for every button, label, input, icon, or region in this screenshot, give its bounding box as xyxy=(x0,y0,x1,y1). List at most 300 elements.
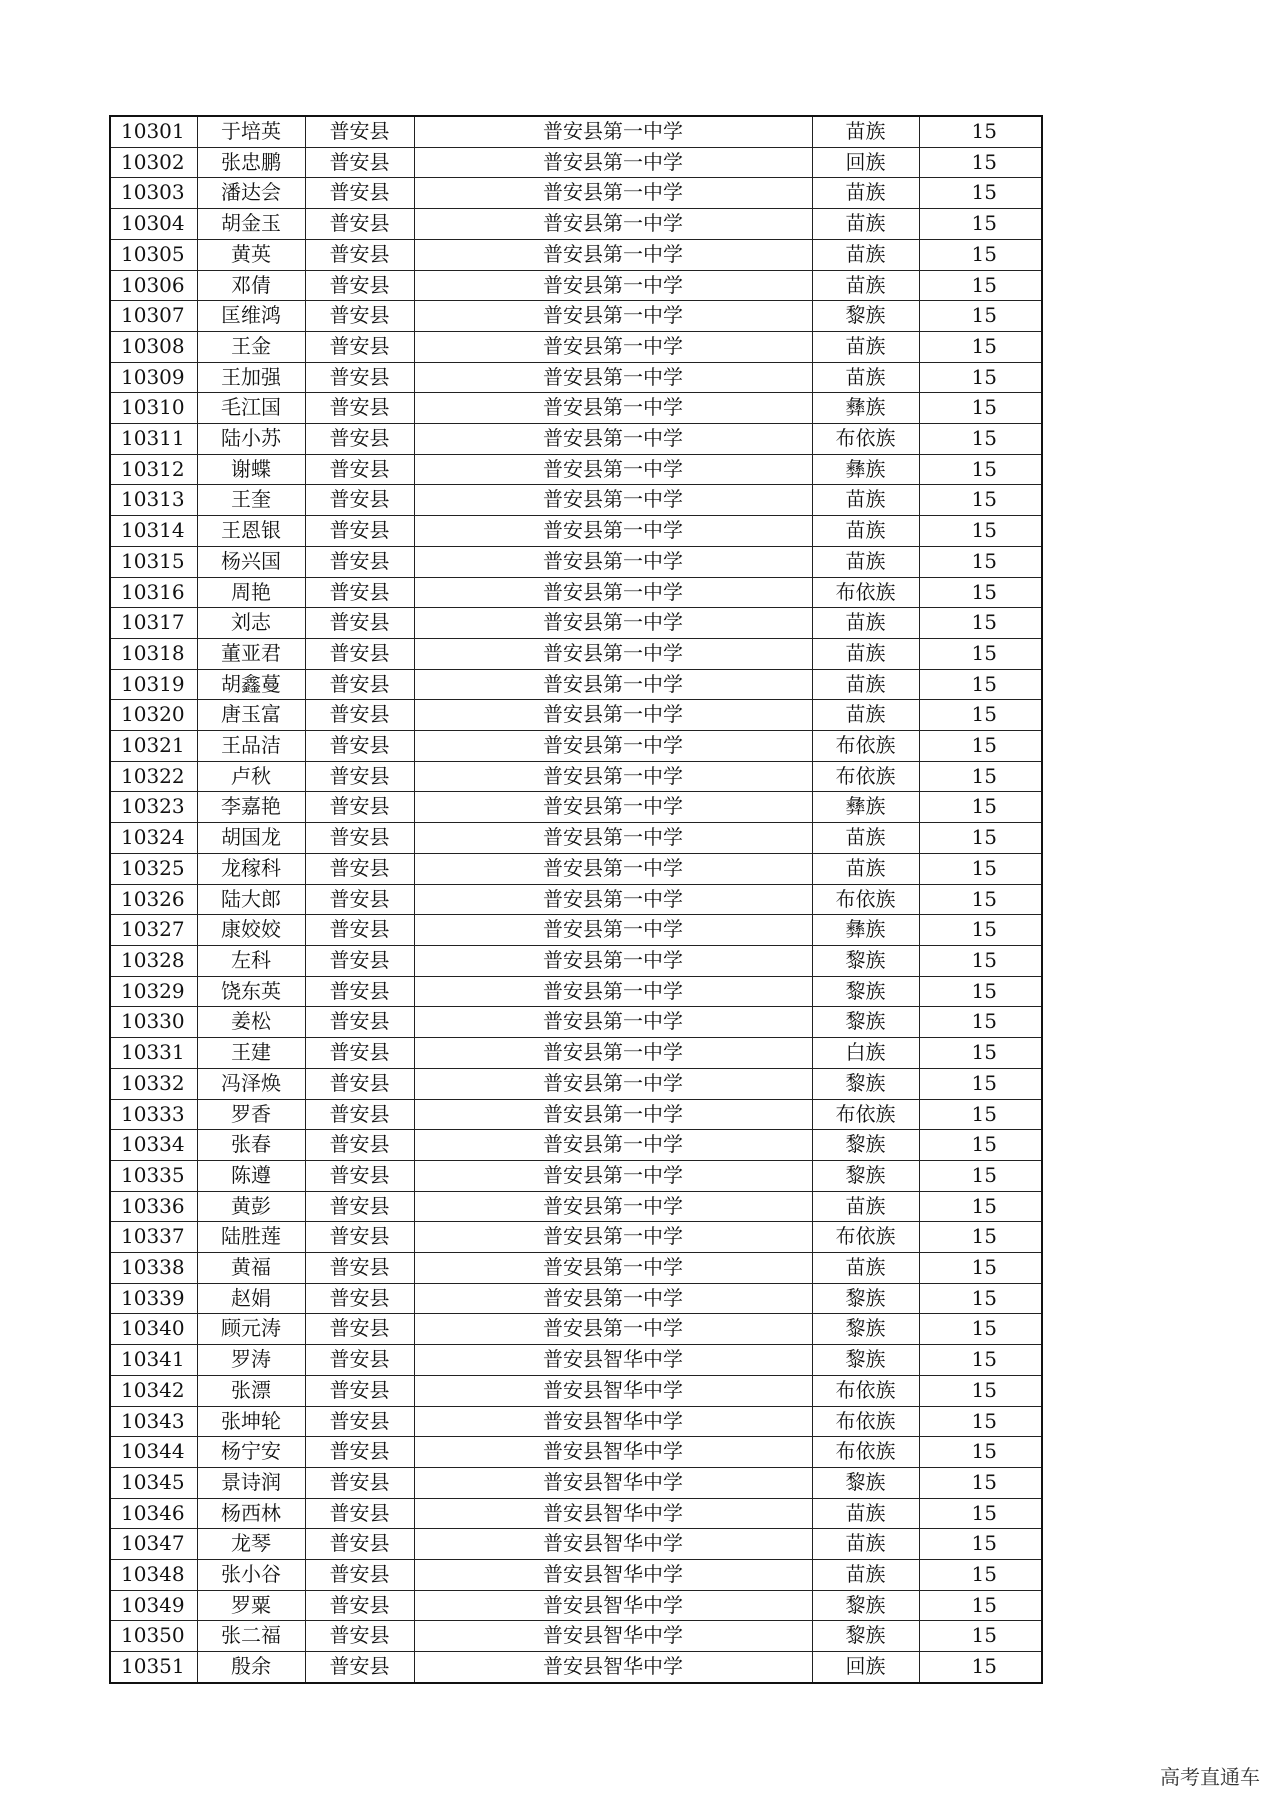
score-cell: 15 xyxy=(919,638,1042,669)
table-row xyxy=(110,1099,1042,1130)
name-cell: 张小谷 xyxy=(197,1560,305,1591)
school-cell: 普安县第一中学 xyxy=(414,239,812,270)
county-cell: 普安县 xyxy=(305,1375,414,1406)
name-cell: 姜松 xyxy=(197,1007,305,1038)
table-row xyxy=(110,976,1042,1007)
county-cell: 普安县 xyxy=(305,1068,414,1099)
school-cell: 普安县第一中学 xyxy=(414,116,812,147)
ethnicity-cell: 苗族 xyxy=(812,209,919,240)
county-cell: 普安县 xyxy=(305,700,414,731)
ethnicity-cell: 苗族 xyxy=(812,362,919,393)
score-cell: 15 xyxy=(919,331,1042,362)
table-row xyxy=(110,116,1042,147)
table-row xyxy=(110,270,1042,301)
school-cell: 普安县智华中学 xyxy=(414,1345,812,1376)
school-cell: 普安县第一中学 xyxy=(414,424,812,455)
school-cell: 普安县第一中学 xyxy=(414,1007,812,1038)
name-cell: 黄英 xyxy=(197,239,305,270)
name-cell: 董亚君 xyxy=(197,638,305,669)
ethnicity-cell: 苗族 xyxy=(812,823,919,854)
table-row xyxy=(110,1590,1042,1621)
id-cell: 10303 xyxy=(110,178,197,209)
name-cell: 罗香 xyxy=(197,1099,305,1130)
table-row xyxy=(110,1130,1042,1161)
score-cell: 15 xyxy=(919,884,1042,915)
watermark: 高考直通车 xyxy=(1160,1765,1260,1789)
ethnicity-cell: 布依族 xyxy=(812,1406,919,1437)
name-cell: 王恩银 xyxy=(197,516,305,547)
table-row xyxy=(110,700,1042,731)
table-row xyxy=(110,239,1042,270)
table-row xyxy=(110,1007,1042,1038)
school-cell: 普安县智华中学 xyxy=(414,1621,812,1652)
school-cell: 普安县第一中学 xyxy=(414,178,812,209)
score-cell: 15 xyxy=(919,1621,1042,1652)
name-cell: 胡金玉 xyxy=(197,209,305,240)
table-row xyxy=(110,853,1042,884)
table-row xyxy=(110,1191,1042,1222)
county-cell: 普安县 xyxy=(305,792,414,823)
county-cell: 普安县 xyxy=(305,608,414,639)
county-cell: 普安县 xyxy=(305,976,414,1007)
table-row xyxy=(110,516,1042,547)
school-cell: 普安县第一中学 xyxy=(414,393,812,424)
table-row xyxy=(110,209,1042,240)
county-cell: 普安县 xyxy=(305,209,414,240)
score-cell: 15 xyxy=(919,608,1042,639)
table-row xyxy=(110,792,1042,823)
ethnicity-cell: 回族 xyxy=(812,147,919,178)
ethnicity-cell: 布依族 xyxy=(812,577,919,608)
school-cell: 普安县第一中学 xyxy=(414,147,812,178)
table-row xyxy=(110,638,1042,669)
id-cell: 10311 xyxy=(110,424,197,455)
school-cell: 普安县智华中学 xyxy=(414,1560,812,1591)
county-cell: 普安县 xyxy=(305,1099,414,1130)
score-cell: 15 xyxy=(919,1283,1042,1314)
county-cell: 普安县 xyxy=(305,485,414,516)
name-cell: 陆大郎 xyxy=(197,884,305,915)
score-cell: 15 xyxy=(919,1007,1042,1038)
name-cell: 刘志 xyxy=(197,608,305,639)
id-cell: 10315 xyxy=(110,546,197,577)
name-cell: 张坤轮 xyxy=(197,1406,305,1437)
name-cell: 谢蝶 xyxy=(197,454,305,485)
ethnicity-cell: 布依族 xyxy=(812,1099,919,1130)
name-cell: 饶东英 xyxy=(197,976,305,1007)
school-cell: 普安县智华中学 xyxy=(414,1406,812,1437)
id-cell: 10335 xyxy=(110,1160,197,1191)
county-cell: 普安县 xyxy=(305,1253,414,1284)
id-cell: 10341 xyxy=(110,1345,197,1376)
score-cell: 15 xyxy=(919,1345,1042,1376)
name-cell: 周艳 xyxy=(197,577,305,608)
ethnicity-cell: 布依族 xyxy=(812,1222,919,1253)
id-cell: 10343 xyxy=(110,1406,197,1437)
table-row xyxy=(110,1345,1042,1376)
county-cell: 普安县 xyxy=(305,1590,414,1621)
score-cell: 15 xyxy=(919,1590,1042,1621)
name-cell: 陈遵 xyxy=(197,1160,305,1191)
county-cell: 普安县 xyxy=(305,761,414,792)
score-cell: 15 xyxy=(919,116,1042,147)
score-cell: 15 xyxy=(919,178,1042,209)
table-row xyxy=(110,823,1042,854)
school-cell: 普安县第一中学 xyxy=(414,546,812,577)
county-cell: 普安县 xyxy=(305,1529,414,1560)
score-cell: 15 xyxy=(919,1652,1042,1683)
school-cell: 普安县第一中学 xyxy=(414,945,812,976)
ethnicity-cell: 黎族 xyxy=(812,976,919,1007)
table-row xyxy=(110,1560,1042,1591)
id-cell: 10337 xyxy=(110,1222,197,1253)
score-cell: 15 xyxy=(919,731,1042,762)
id-cell: 10347 xyxy=(110,1529,197,1560)
id-cell: 10309 xyxy=(110,362,197,393)
school-cell: 普安县第一中学 xyxy=(414,516,812,547)
id-cell: 10349 xyxy=(110,1590,197,1621)
score-cell: 15 xyxy=(919,761,1042,792)
ethnicity-cell: 苗族 xyxy=(812,638,919,669)
ethnicity-cell: 苗族 xyxy=(812,1253,919,1284)
ethnicity-cell: 黎族 xyxy=(812,1068,919,1099)
school-cell: 普安县第一中学 xyxy=(414,1068,812,1099)
score-cell: 15 xyxy=(919,1498,1042,1529)
county-cell: 普安县 xyxy=(305,178,414,209)
table-row xyxy=(110,485,1042,516)
table-row xyxy=(110,1406,1042,1437)
school-cell: 普安县第一中学 xyxy=(414,1160,812,1191)
name-cell: 王加强 xyxy=(197,362,305,393)
name-cell: 胡国龙 xyxy=(197,823,305,854)
school-cell: 普安县第一中学 xyxy=(414,608,812,639)
county-cell: 普安县 xyxy=(305,239,414,270)
score-cell: 15 xyxy=(919,915,1042,946)
name-cell: 毛江国 xyxy=(197,393,305,424)
ethnicity-cell: 黎族 xyxy=(812,301,919,332)
score-cell: 15 xyxy=(919,424,1042,455)
ethnicity-cell: 苗族 xyxy=(812,116,919,147)
school-cell: 普安县第一中学 xyxy=(414,1130,812,1161)
ethnicity-cell: 彝族 xyxy=(812,454,919,485)
score-cell: 15 xyxy=(919,147,1042,178)
ethnicity-cell: 黎族 xyxy=(812,1007,919,1038)
score-cell: 15 xyxy=(919,485,1042,516)
ethnicity-cell: 苗族 xyxy=(812,853,919,884)
score-cell: 15 xyxy=(919,1375,1042,1406)
school-cell: 普安县智华中学 xyxy=(414,1652,812,1683)
table-row xyxy=(110,301,1042,332)
score-cell: 15 xyxy=(919,454,1042,485)
school-cell: 普安县第一中学 xyxy=(414,270,812,301)
ethnicity-cell: 苗族 xyxy=(812,331,919,362)
county-cell: 普安县 xyxy=(305,1560,414,1591)
score-cell: 15 xyxy=(919,1253,1042,1284)
name-cell: 李嘉艳 xyxy=(197,792,305,823)
school-cell: 普安县第一中学 xyxy=(414,1283,812,1314)
score-cell: 15 xyxy=(919,1467,1042,1498)
table-row xyxy=(110,393,1042,424)
id-cell: 10316 xyxy=(110,577,197,608)
county-cell: 普安县 xyxy=(305,454,414,485)
id-cell: 10327 xyxy=(110,915,197,946)
id-cell: 10301 xyxy=(110,116,197,147)
county-cell: 普安县 xyxy=(305,1437,414,1468)
id-cell: 10323 xyxy=(110,792,197,823)
name-cell: 王奎 xyxy=(197,485,305,516)
school-cell: 普安县智华中学 xyxy=(414,1498,812,1529)
id-cell: 10320 xyxy=(110,700,197,731)
county-cell: 普安县 xyxy=(305,1130,414,1161)
score-cell: 15 xyxy=(919,270,1042,301)
county-cell: 普安县 xyxy=(305,546,414,577)
table-row xyxy=(110,1283,1042,1314)
score-cell: 15 xyxy=(919,209,1042,240)
ethnicity-cell: 布依族 xyxy=(812,1437,919,1468)
table-row xyxy=(110,1529,1042,1560)
name-cell: 陆小苏 xyxy=(197,424,305,455)
county-cell: 普安县 xyxy=(305,1345,414,1376)
score-cell: 15 xyxy=(919,577,1042,608)
name-cell: 顾元涛 xyxy=(197,1314,305,1345)
ethnicity-cell: 黎族 xyxy=(812,1590,919,1621)
id-cell: 10314 xyxy=(110,516,197,547)
id-cell: 10346 xyxy=(110,1498,197,1529)
score-cell: 15 xyxy=(919,1529,1042,1560)
ethnicity-cell: 布依族 xyxy=(812,761,919,792)
school-cell: 普安县智华中学 xyxy=(414,1375,812,1406)
school-cell: 普安县智华中学 xyxy=(414,1590,812,1621)
id-cell: 10312 xyxy=(110,454,197,485)
school-cell: 普安县智华中学 xyxy=(414,1529,812,1560)
county-cell: 普安县 xyxy=(305,1007,414,1038)
county-cell: 普安县 xyxy=(305,270,414,301)
school-cell: 普安县第一中学 xyxy=(414,823,812,854)
id-cell: 10331 xyxy=(110,1038,197,1069)
name-cell: 王品洁 xyxy=(197,731,305,762)
table-row xyxy=(110,1498,1042,1529)
score-cell: 15 xyxy=(919,792,1042,823)
table-row xyxy=(110,1621,1042,1652)
id-cell: 10306 xyxy=(110,270,197,301)
school-cell: 普安县第一中学 xyxy=(414,1191,812,1222)
ethnicity-cell: 苗族 xyxy=(812,239,919,270)
ethnicity-cell: 苗族 xyxy=(812,178,919,209)
ethnicity-cell: 苗族 xyxy=(812,1529,919,1560)
id-cell: 10339 xyxy=(110,1283,197,1314)
id-cell: 10350 xyxy=(110,1621,197,1652)
table-row xyxy=(110,1253,1042,1284)
school-cell: 普安县第一中学 xyxy=(414,485,812,516)
id-cell: 10328 xyxy=(110,945,197,976)
table-row xyxy=(110,884,1042,915)
id-cell: 10344 xyxy=(110,1437,197,1468)
school-cell: 普安县第一中学 xyxy=(414,638,812,669)
id-cell: 10313 xyxy=(110,485,197,516)
id-cell: 10308 xyxy=(110,331,197,362)
county-cell: 普安县 xyxy=(305,1222,414,1253)
school-cell: 普安县第一中学 xyxy=(414,915,812,946)
id-cell: 10330 xyxy=(110,1007,197,1038)
table-row xyxy=(110,761,1042,792)
ethnicity-cell: 黎族 xyxy=(812,1621,919,1652)
table-row xyxy=(110,178,1042,209)
school-cell: 普安县第一中学 xyxy=(414,1314,812,1345)
name-cell: 殷余 xyxy=(197,1652,305,1683)
id-cell: 10325 xyxy=(110,853,197,884)
school-cell: 普安县第一中学 xyxy=(414,853,812,884)
county-cell: 普安县 xyxy=(305,915,414,946)
ethnicity-cell: 布依族 xyxy=(812,884,919,915)
score-cell: 15 xyxy=(919,823,1042,854)
name-cell: 黄彭 xyxy=(197,1191,305,1222)
score-cell: 15 xyxy=(919,976,1042,1007)
id-cell: 10310 xyxy=(110,393,197,424)
name-cell: 冯泽焕 xyxy=(197,1068,305,1099)
score-cell: 15 xyxy=(919,516,1042,547)
county-cell: 普安县 xyxy=(305,731,414,762)
id-cell: 10351 xyxy=(110,1652,197,1683)
county-cell: 普安县 xyxy=(305,147,414,178)
county-cell: 普安县 xyxy=(305,1467,414,1498)
score-cell: 15 xyxy=(919,1314,1042,1345)
table-row xyxy=(110,1652,1042,1683)
ethnicity-cell: 苗族 xyxy=(812,1498,919,1529)
table-row xyxy=(110,362,1042,393)
name-cell: 黄福 xyxy=(197,1253,305,1284)
score-cell: 15 xyxy=(919,1560,1042,1591)
table-row xyxy=(110,1222,1042,1253)
ethnicity-cell: 苗族 xyxy=(812,1191,919,1222)
ethnicity-cell: 彝族 xyxy=(812,393,919,424)
id-cell: 10317 xyxy=(110,608,197,639)
ethnicity-cell: 黎族 xyxy=(812,1283,919,1314)
ethnicity-cell: 黎族 xyxy=(812,945,919,976)
score-cell: 15 xyxy=(919,700,1042,731)
name-cell: 于培英 xyxy=(197,116,305,147)
county-cell: 普安县 xyxy=(305,331,414,362)
score-cell: 15 xyxy=(919,945,1042,976)
county-cell: 普安县 xyxy=(305,1621,414,1652)
name-cell: 龙琴 xyxy=(197,1529,305,1560)
id-cell: 10329 xyxy=(110,976,197,1007)
score-cell: 15 xyxy=(919,1222,1042,1253)
id-cell: 10319 xyxy=(110,669,197,700)
county-cell: 普安县 xyxy=(305,1191,414,1222)
ethnicity-cell: 黎族 xyxy=(812,1130,919,1161)
score-cell: 15 xyxy=(919,669,1042,700)
name-cell: 唐玉富 xyxy=(197,700,305,731)
table-row xyxy=(110,454,1042,485)
name-cell: 卢秋 xyxy=(197,761,305,792)
school-cell: 普安县第一中学 xyxy=(414,301,812,332)
county-cell: 普安县 xyxy=(305,516,414,547)
table-row xyxy=(110,731,1042,762)
ethnicity-cell: 黎族 xyxy=(812,1314,919,1345)
table-row xyxy=(110,1314,1042,1345)
table-row xyxy=(110,945,1042,976)
county-cell: 普安县 xyxy=(305,884,414,915)
name-cell: 张漂 xyxy=(197,1375,305,1406)
score-cell: 15 xyxy=(919,1191,1042,1222)
id-cell: 10338 xyxy=(110,1253,197,1284)
ethnicity-cell: 黎族 xyxy=(812,1345,919,1376)
school-cell: 普安县第一中学 xyxy=(414,884,812,915)
name-cell: 龙稼科 xyxy=(197,853,305,884)
name-cell: 杨兴国 xyxy=(197,546,305,577)
ethnicity-cell: 黎族 xyxy=(812,1160,919,1191)
name-cell: 罗粟 xyxy=(197,1590,305,1621)
school-cell: 普安县第一中学 xyxy=(414,669,812,700)
school-cell: 普安县第一中学 xyxy=(414,209,812,240)
id-cell: 10302 xyxy=(110,147,197,178)
table-row xyxy=(110,1437,1042,1468)
county-cell: 普安县 xyxy=(305,424,414,455)
score-cell: 15 xyxy=(919,301,1042,332)
id-cell: 10348 xyxy=(110,1560,197,1591)
score-cell: 15 xyxy=(919,1437,1042,1468)
name-cell: 潘达会 xyxy=(197,178,305,209)
ethnicity-cell: 苗族 xyxy=(812,700,919,731)
ethnicity-cell: 苗族 xyxy=(812,1560,919,1591)
ethnicity-cell: 苗族 xyxy=(812,608,919,639)
name-cell: 陆胜莲 xyxy=(197,1222,305,1253)
county-cell: 普安县 xyxy=(305,945,414,976)
id-cell: 10324 xyxy=(110,823,197,854)
ethnicity-cell: 苗族 xyxy=(812,270,919,301)
student-table-body xyxy=(110,116,1042,1683)
id-cell: 10307 xyxy=(110,301,197,332)
county-cell: 普安县 xyxy=(305,1498,414,1529)
school-cell: 普安县第一中学 xyxy=(414,761,812,792)
county-cell: 普安县 xyxy=(305,1160,414,1191)
name-cell: 景诗润 xyxy=(197,1467,305,1498)
county-cell: 普安县 xyxy=(305,1652,414,1683)
ethnicity-cell: 布依族 xyxy=(812,1375,919,1406)
score-cell: 15 xyxy=(919,1130,1042,1161)
name-cell: 赵娟 xyxy=(197,1283,305,1314)
id-cell: 10336 xyxy=(110,1191,197,1222)
score-cell: 15 xyxy=(919,1068,1042,1099)
table-row xyxy=(110,1038,1042,1069)
table-row xyxy=(110,608,1042,639)
name-cell: 张忠鹏 xyxy=(197,147,305,178)
county-cell: 普安县 xyxy=(305,1283,414,1314)
name-cell: 左科 xyxy=(197,945,305,976)
name-cell: 张二福 xyxy=(197,1621,305,1652)
school-cell: 普安县第一中学 xyxy=(414,700,812,731)
score-cell: 15 xyxy=(919,393,1042,424)
score-cell: 15 xyxy=(919,1160,1042,1191)
table-row xyxy=(110,1375,1042,1406)
id-cell: 10332 xyxy=(110,1068,197,1099)
ethnicity-cell: 苗族 xyxy=(812,516,919,547)
name-cell: 胡鑫蔓 xyxy=(197,669,305,700)
table-row xyxy=(110,1068,1042,1099)
table-row xyxy=(110,331,1042,362)
county-cell: 普安县 xyxy=(305,577,414,608)
name-cell: 张春 xyxy=(197,1130,305,1161)
county-cell: 普安县 xyxy=(305,362,414,393)
name-cell: 王建 xyxy=(197,1038,305,1069)
score-cell: 15 xyxy=(919,362,1042,393)
county-cell: 普安县 xyxy=(305,301,414,332)
ethnicity-cell: 苗族 xyxy=(812,485,919,516)
county-cell: 普安县 xyxy=(305,1038,414,1069)
table-row xyxy=(110,147,1042,178)
school-cell: 普安县第一中学 xyxy=(414,577,812,608)
county-cell: 普安县 xyxy=(305,853,414,884)
